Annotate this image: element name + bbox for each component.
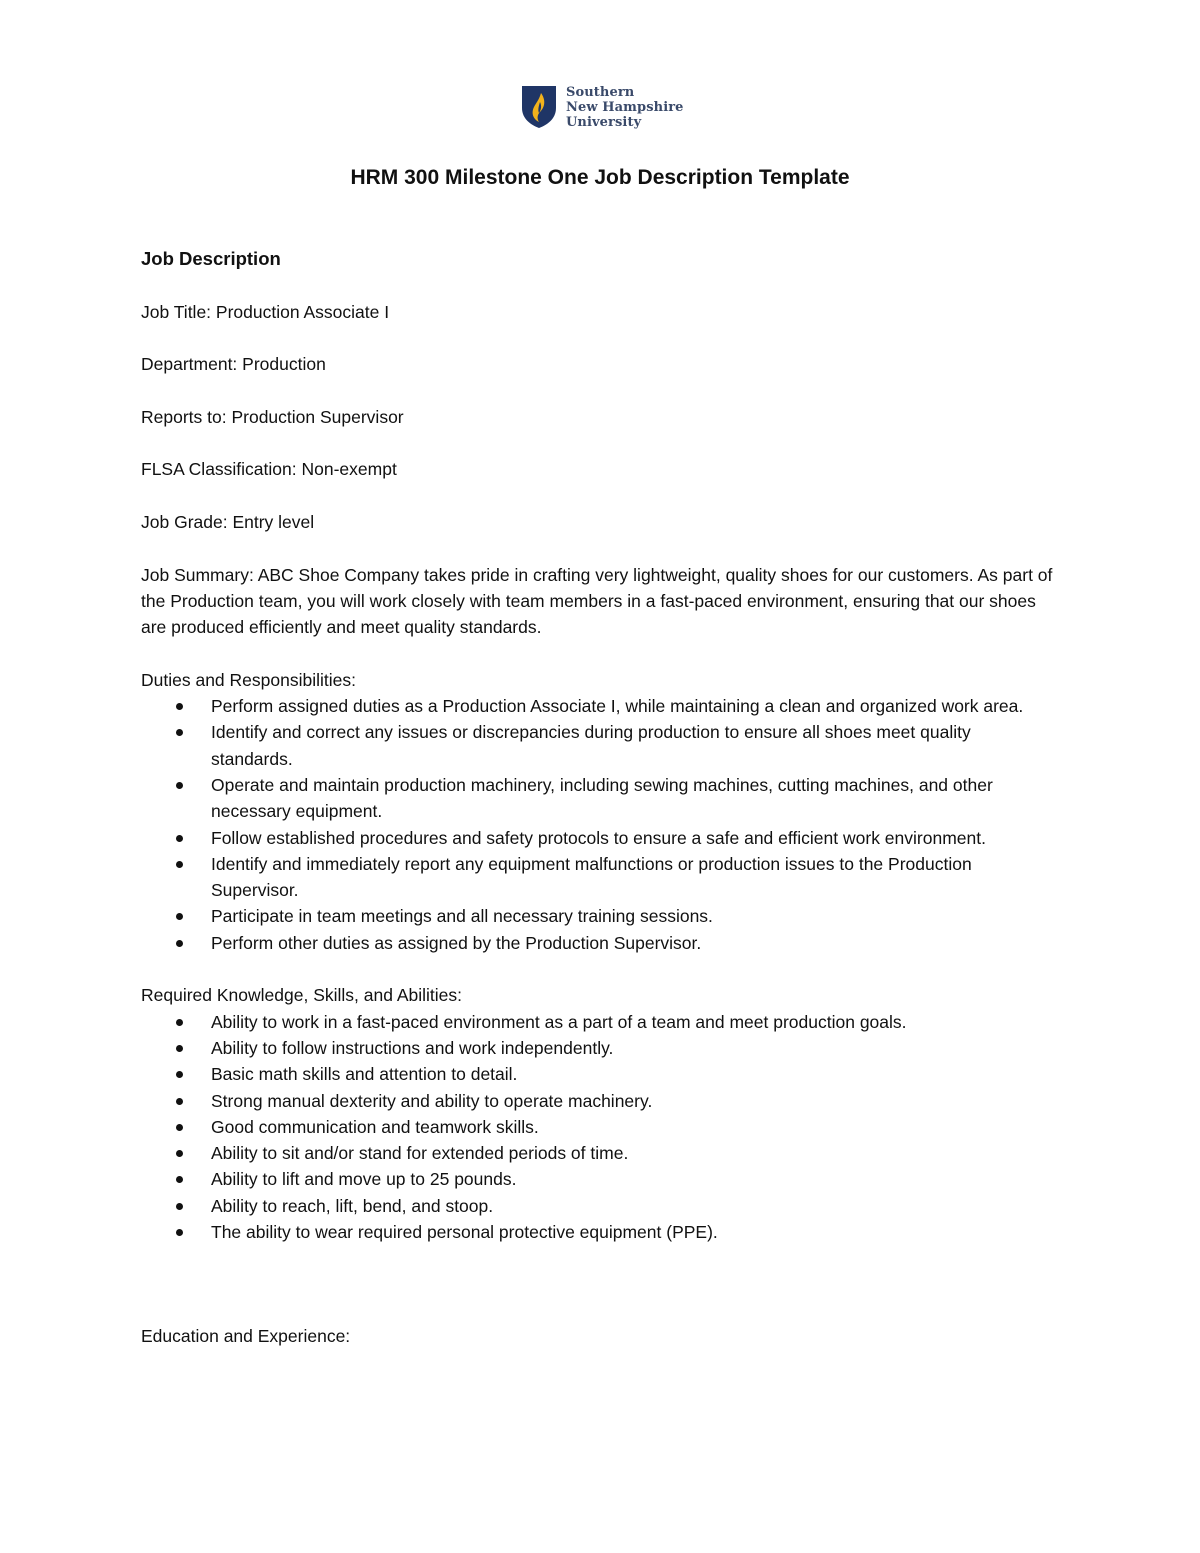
list-item (141, 903, 1056, 929)
duties-heading: Duties and Responsibilities: (141, 669, 356, 690)
list-item-text: Strong manual dexterity and ability to operate machinery. (211, 1090, 653, 1111)
list-item-text: Ability to reach, lift, bend, and stoop. (211, 1195, 494, 1216)
list-item-text: Ability to work in a fast-paced environment as a part of a team and meet production goals. (211, 1011, 907, 1032)
logo-line-3: University (566, 114, 642, 130)
list-item (141, 719, 1056, 772)
job-summary: Job Summary: ABC Shoe Company takes pride in crafting very lightweight, quality shoes for our customers. As part of the Production team, you will work closely with team members in a fast-paced environment, ensuring that our shoes are produced efficiently and meet quality standards. (141, 564, 1053, 638)
bullet-icon (176, 1229, 183, 1236)
document-body (141, 246, 1056, 1350)
bullet-icon (176, 835, 183, 842)
bullet-icon (176, 913, 183, 920)
ksa-heading: Required Knowledge, Skills, and Abilities: (141, 985, 463, 1006)
list-item (141, 1219, 1056, 1245)
list-item (141, 1061, 1056, 1087)
list-item-text: Identify and correct any issues or discrepancies during production to ensure all shoes meet quality standards. (211, 722, 971, 769)
bullet-icon (176, 1150, 183, 1157)
list-item (141, 851, 1056, 904)
logo-wordmark (566, 85, 684, 130)
bullet-icon (176, 861, 183, 868)
list-item-text: Participate in team meetings and all necessary training sessions. (211, 906, 713, 927)
logo-line-2: New Hampshire (566, 99, 684, 115)
list-item-text: Ability to sit and/or stand for extended periods of time. (211, 1143, 629, 1164)
list-item-text: Basic math skills and attention to detail. (211, 1064, 518, 1085)
list-item (141, 772, 1056, 825)
list-item (141, 1140, 1056, 1166)
bullet-icon (176, 1071, 183, 1078)
field-department: Department: Production (141, 354, 326, 375)
list-item (141, 1114, 1056, 1140)
document-title: HRM 300 Milestone One Job Description Template (350, 166, 850, 189)
snhu-shield-icon (520, 84, 558, 130)
list-item (141, 1035, 1056, 1061)
bullet-icon (176, 1019, 183, 1026)
list-item (141, 825, 1056, 851)
list-item-text: Good communication and teamwork skills. (211, 1116, 539, 1137)
list-item-text: Follow established procedures and safety protocols to ensure a safe and efficient work environment. (211, 827, 986, 848)
list-item (141, 930, 1056, 956)
bullet-icon (176, 1124, 183, 1131)
education-heading: Education and Experience: (141, 1326, 351, 1347)
bullet-icon (176, 703, 183, 710)
list-item-text: Ability to lift and move up to 25 pounds. (211, 1169, 517, 1190)
list-item-text: Perform other duties as assigned by the Production Supervisor. (211, 932, 702, 953)
list-item-text: The ability to wear required personal protective equipment (PPE). (211, 1221, 718, 1242)
list-item (141, 693, 1056, 719)
bullet-icon (176, 729, 183, 736)
list-item-text: Operate and maintain production machinery, including sewing machines, cutting machines, and other necessary equipment. (211, 774, 993, 822)
list-item (141, 1193, 1056, 1219)
list-item (141, 1088, 1056, 1114)
list-item-text: Ability to follow instructions and work independently. (211, 1037, 614, 1058)
bullet-icon (176, 1176, 183, 1183)
bullet-icon (176, 1045, 183, 1052)
section-heading: Job Description (141, 248, 281, 269)
list-item-text: Identify and immediately report any equipment malfunctions or production issues to the Production Supervisor. (211, 853, 972, 901)
duties-list (141, 693, 1056, 956)
bullet-icon (176, 782, 183, 789)
field-reports-to: Reports to: Production Supervisor (141, 406, 404, 427)
list-item-text: Perform assigned duties as a Production Associate I, while maintaining a clean and organized work area. (211, 696, 1024, 717)
bullet-icon (176, 1098, 183, 1105)
logo-line-1: Southern (566, 84, 635, 100)
bullet-icon (176, 940, 183, 947)
snhu-logo (520, 84, 684, 130)
list-item (141, 1166, 1056, 1192)
field-job-title: Job Title: Production Associate I (141, 301, 390, 322)
field-flsa-classification: FLSA Classification: Non-exempt (141, 459, 397, 480)
field-job-grade: Job Grade: Entry level (141, 511, 315, 532)
ksa-list (141, 1009, 1056, 1246)
bullet-icon (176, 1203, 183, 1210)
list-item (141, 1009, 1056, 1035)
